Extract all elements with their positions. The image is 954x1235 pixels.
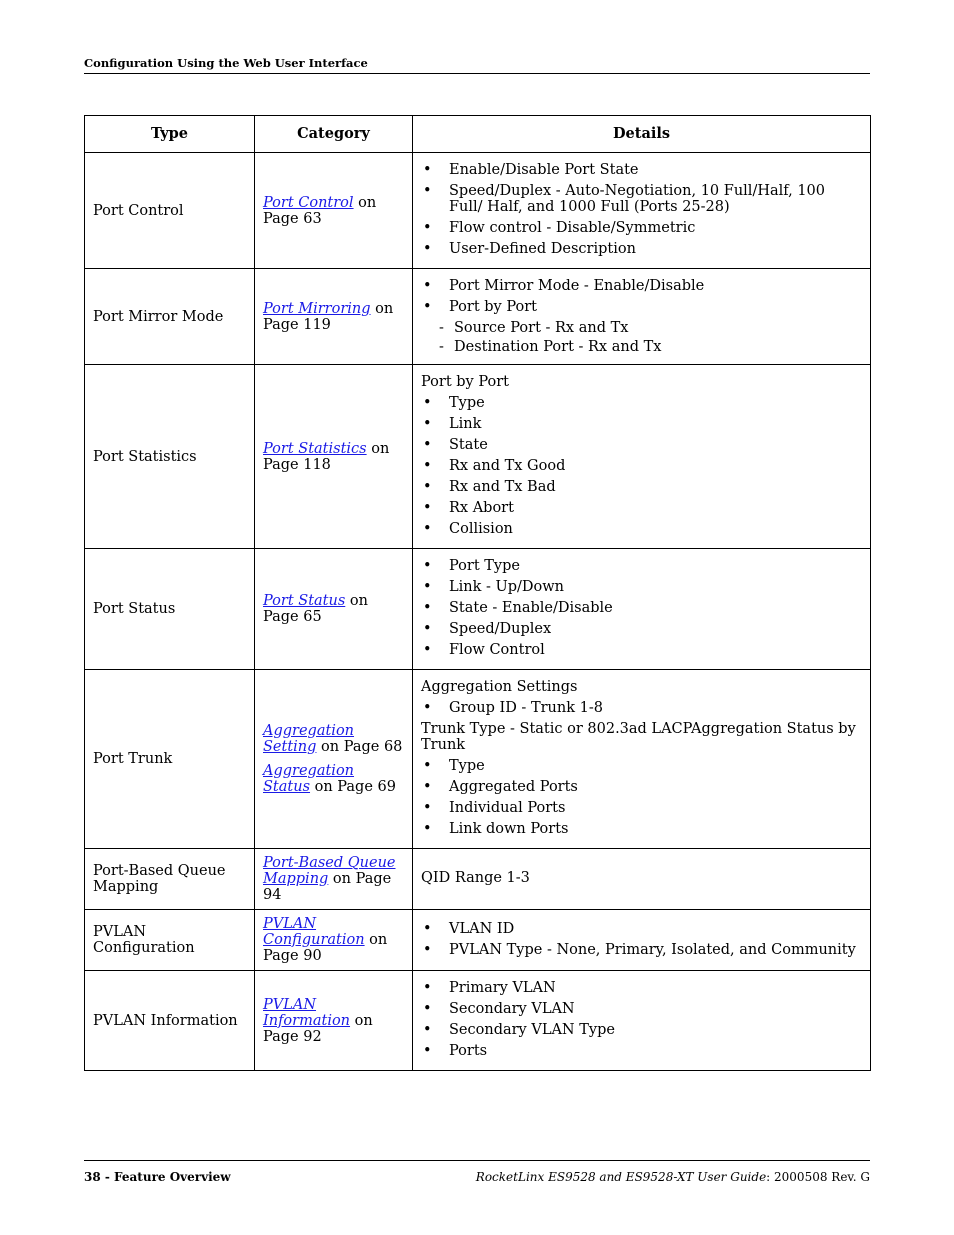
header-title: Configuration Using the Web User Interface [84, 56, 368, 70]
table-row [85, 549, 871, 670]
table-row [85, 849, 871, 910]
cell-type: Port Statistics [85, 365, 255, 549]
category-reference [263, 997, 404, 1045]
category-link[interactable]: Port Control [263, 194, 354, 211]
bullet-item: • Ports [421, 1043, 862, 1059]
page-header [84, 56, 870, 74]
sub-item: - Source Port - Rx and Tx [421, 320, 862, 336]
cell-category [255, 269, 413, 365]
bullet-item: • Type [421, 395, 862, 411]
bullet-item: • Aggregated Ports [421, 779, 862, 795]
bullet-list [421, 162, 862, 257]
cell-category [255, 153, 413, 269]
category-reference [263, 301, 404, 333]
feature-table [84, 115, 871, 1071]
table-row [85, 153, 871, 269]
bullet-item: • Port Mirror Mode - Enable/Disable [421, 278, 862, 294]
bullet-list [421, 700, 862, 716]
cell-category [255, 910, 413, 971]
cell-details [413, 153, 871, 269]
cell-type: Port Status [85, 549, 255, 670]
table-header-row [85, 116, 871, 153]
table-row [85, 670, 871, 849]
column-header-type: Type [85, 116, 255, 153]
category-link[interactable]: Port Statistics [263, 440, 367, 457]
detail-text: Aggregation Settings [421, 679, 578, 695]
detail-text: Trunk Type - Static or 802.3ad LACPAggregation Status by Trunk [421, 721, 856, 753]
table-row [85, 365, 871, 549]
footer-revision: : 2000508 Rev. G [766, 1170, 870, 1184]
bullet-list [421, 980, 862, 1059]
cell-details [413, 971, 871, 1071]
bullet-item: • Speed/Duplex [421, 621, 862, 637]
cell-category [255, 849, 413, 910]
category-reference [263, 593, 404, 625]
table-row [85, 971, 871, 1071]
bullet-item: • Primary VLAN [421, 980, 862, 996]
bullet-list [421, 278, 862, 315]
category-reference [263, 916, 404, 964]
sub-item: - Destination Port - Rx and Tx [421, 339, 862, 355]
bullet-item: • Rx and Tx Good [421, 458, 862, 474]
page-reference: on Page 119 [263, 300, 394, 333]
page-reference: on Page 68 [316, 739, 403, 755]
cell-details [413, 269, 871, 365]
cell-details [413, 849, 871, 910]
category-link[interactable]: Aggregation Status [263, 763, 355, 795]
page-reference: on Page 118 [263, 440, 390, 473]
bullet-item: • Individual Ports [421, 800, 862, 816]
detail-text: QID Range 1-3 [421, 870, 530, 886]
footer-guide-title: RocketLinx ES9528 and ES9528-XT User Guide [475, 1170, 767, 1184]
cell-type: PVLAN Information [85, 971, 255, 1071]
cell-type: Port Mirror Mode [85, 269, 255, 365]
cell-type: Port Control [85, 153, 255, 269]
cell-category [255, 549, 413, 670]
bullet-list [421, 395, 862, 537]
bullet-list [421, 758, 862, 837]
bullet-item: • Secondary VLAN Type [421, 1022, 862, 1038]
bullet-item: • Secondary VLAN [421, 1001, 862, 1017]
cell-category [255, 971, 413, 1071]
category-reference [263, 763, 404, 795]
cell-details [413, 365, 871, 549]
bullet-list [421, 558, 862, 658]
cell-type: PVLAN Configuration [85, 910, 255, 971]
column-header-category: Category [255, 116, 413, 153]
bullet-item: • Collision [421, 521, 862, 537]
bullet-item: • Rx and Tx Bad [421, 479, 862, 495]
table-row [85, 910, 871, 971]
bullet-item: • VLAN ID [421, 921, 862, 937]
page-reference: on Page 90 [263, 932, 388, 964]
cell-category [255, 365, 413, 549]
bullet-item: • Port by Port [421, 299, 862, 315]
bullet-item: • Link down Ports [421, 821, 862, 837]
cell-details [413, 910, 871, 971]
table-row [85, 269, 871, 365]
footer-page-label: 38 - Feature Overview [84, 1170, 231, 1184]
cell-type: Port Trunk [85, 670, 255, 849]
cell-details [413, 549, 871, 670]
category-link[interactable]: Port Status [263, 593, 346, 609]
category-reference [263, 855, 404, 903]
sub-list [421, 320, 862, 355]
bullet-item: • Group ID - Trunk 1-8 [421, 700, 862, 716]
bullet-item: • Port Type [421, 558, 862, 574]
cell-type: Port-Based Queue Mapping [85, 849, 255, 910]
page-reference: on Page 94 [263, 871, 392, 903]
bullet-item: • PVLAN Type - None, Primary, Isolated, and Community [421, 942, 862, 958]
category-reference [263, 723, 404, 755]
bullet-item: • State - Enable/Disable [421, 600, 862, 616]
detail-text: Port by Port [421, 374, 510, 390]
category-link[interactable]: Port-Based Queue Mapping [263, 855, 396, 887]
category-link[interactable]: PVLAN Configuration [263, 916, 365, 948]
cell-category [255, 670, 413, 849]
bullet-item: • Flow control - Disable/Symmetric [421, 220, 862, 236]
bullet-item: • Type [421, 758, 862, 774]
page-footer [84, 1160, 870, 1184]
bullet-item: • Link [421, 416, 862, 432]
cell-details [413, 670, 871, 849]
bullet-item: • Enable/Disable Port State [421, 162, 862, 178]
bullet-item: • User-Defined Description [421, 241, 862, 257]
page-reference: on Page 69 [310, 779, 396, 795]
page-reference: on Page 63 [263, 194, 377, 227]
bullet-item: • Speed/Duplex - Auto-Negotiation, 10 Full/Half, 100 Full/ Half, and 1000 Full (Ports 25-28) [421, 183, 862, 215]
category-link[interactable]: PVLAN Information [263, 996, 351, 1029]
bullet-item: • Link - Up/Down [421, 579, 862, 595]
page-reference: on Page 65 [263, 593, 368, 625]
category-reference [263, 441, 404, 473]
category-link[interactable]: Port Mirroring [263, 300, 371, 317]
bullet-item: • State [421, 437, 862, 453]
category-link[interactable]: Aggregation Setting [263, 723, 355, 755]
bullet-item: • Flow Control [421, 642, 862, 658]
page-reference: on Page 92 [263, 1012, 373, 1045]
bullet-list [421, 921, 862, 958]
footer-doc-info [476, 1170, 870, 1184]
bullet-item: • Rx Abort [421, 500, 862, 516]
column-header-details: Details [413, 116, 871, 153]
category-reference [263, 195, 404, 227]
